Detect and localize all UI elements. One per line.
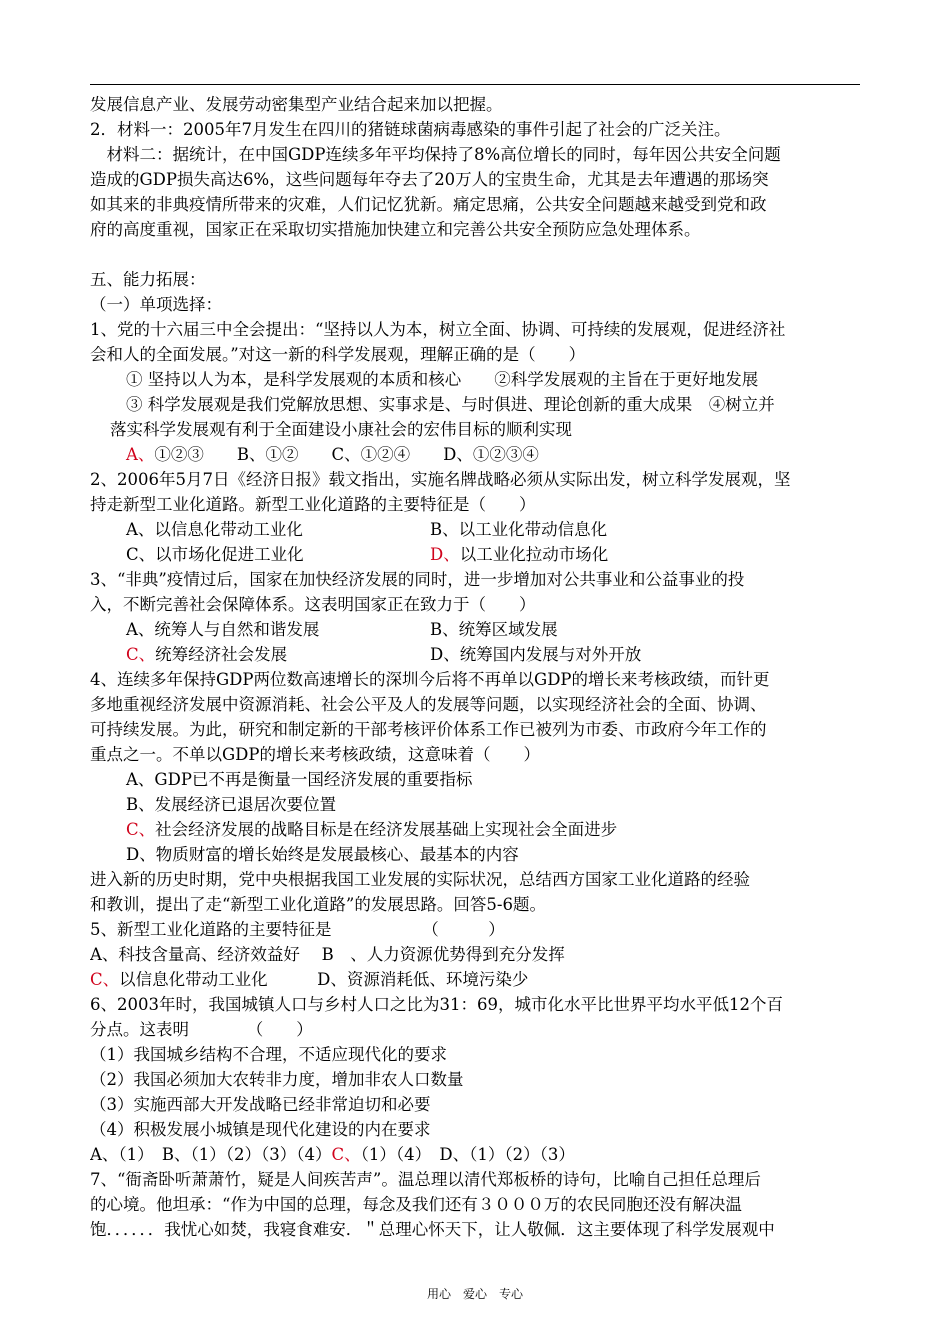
options-line [90,542,862,567]
text-line: 持走新型工业化道路。新型工业化道路的主要特征是（ ） [90,495,536,514]
text-line: 进入新的历史时期，党中央根据我国工业发展的实际状况，总结西方国家工业化道路的经验 [90,870,750,889]
option-c [90,817,862,842]
option-text: 社会经济发展的战略目标是在经济发展基础上实现社会全面进步 [155,820,618,839]
options-line: A、科技含量高、经济效益好 B 、人力资源优势得到充分发挥 [90,945,565,964]
spacer [90,242,862,267]
options-line [90,967,862,992]
material-two: 材料二：据统计，在中国GDP连续多年平均保持了8%高位增长的同时，每年因公共安全问题 [90,145,781,164]
answer-mark: D、 [430,545,460,564]
option-a: A、以信息化带动工业化 [126,520,303,539]
option-b: B、统筹区域发展 [430,620,558,639]
options-line [90,642,862,667]
options-line [90,617,862,642]
options-text: 以信息化带动工业化 D、资源消耗低、环境污染少 [119,970,529,989]
text-line: 重点之一。不单以GDP的增长来考核政绩，这意味着（ ） [90,745,541,764]
option-c [126,642,430,667]
page-footer: 用心 爱心 专心 [426,1287,523,1301]
option-c: C、以市场化促进工业化 [126,545,304,564]
answer-mark: C、 [126,820,156,839]
question-3: 3、“非典”疫情过后，国家在加快经济发展的同时，进一步增加对公共事业和公益事业的投 [90,570,745,589]
option-b: B、以工业化带动信息化 [430,520,608,539]
text-line: 多地重视经济发展中资源消耗、社会公平及人的发展等问题，以实现经济社会的全面、协调、 [90,695,767,714]
answer-mark: C、 [90,970,120,989]
document-body [90,92,862,1242]
header-rule [90,84,860,85]
option-text: 以工业化拉动市场化 [459,545,609,564]
text-line: 入，不断完善社会保障体系。这表明国家正在致力于（ ） [90,595,536,614]
statement-line: ③ 科学发展观是我们党解放思想、实事求是、与时俱进、理论创新的重大成果 ④树立并 [126,395,775,414]
option-text: 统筹经济社会发展 [155,645,288,664]
option-d [430,542,608,567]
text-line: 和教训，提出了走“新型工业化道路”的发展思路。回答5-6题。 [90,895,546,914]
text-line: 的心境。他坦承：“作为中国的总理，每念及我们还有３０００万的农民同胞还没有解决温 [90,1195,742,1214]
material-one: 2．材料一：2005年7月发生在四川的猪链球菌病毒感染的事件引起了社会的广泛关注。 [90,120,731,139]
question-7: 7、“衙斋卧听萧萧竹，疑是人间疾苦声”。温总理以清代郑板桥的诗句，比喻自己担任总理后 [90,1170,761,1189]
option-d: D、物质财富的增长始终是发展最核心、最基本的内容 [126,845,519,864]
question-6: 6、2003年时，我国城镇人口与乡村人口之比为31：69，城市化水平比世界平均水平低12个百 [90,995,783,1014]
text-line: 饱．．．．．．我忧心如焚，我寝食难安．＂总理心怀天下，让人敬佩．这主要体现了科学发展观中 [90,1220,775,1239]
statement-line: 落实科学发展观有利于全面建设小康社会的宏伟目标的顺利实现 [110,420,572,439]
question-2: 2、2006年5月7日《经济日报》载文指出，实施名牌战略必须从实际出发，树立科学发展观，坚 [90,470,791,489]
answer-mark: C、 [126,645,156,664]
text-line: 发展信息产业、发展劳动密集型产业结合起来加以把握。 [90,95,503,114]
statement-line: （3）实施西部大开发战略已经非常迫切和必要 [90,1095,431,1114]
options-text: A、（1） B、（1）（2）（3）（4） [90,1145,332,1164]
statement-line: （4）积极发展小城镇是现代化建设的内在要求 [90,1120,431,1139]
options-text: ①②③ B、①② C、①②④ D、①②③④ [154,445,539,464]
text-line: 会和人的全面发展。”对这一新的科学发展观，理解正确的是（ ） [90,345,586,364]
statement-line: （2）我国必须加大农转非力度，增加非农人口数量 [90,1070,464,1089]
text-line: 造成的GDP损失高达6%，这些问题每年夺去了20万人的宝贵生命，尤其是去年遭遇的那场突 [90,170,769,189]
question-5: 5、新型工业化道路的主要特征是 （ ） [90,920,505,939]
option-b: B、发展经济已退居次要位置 [126,795,337,814]
options-text: （1）（4） D、（1）（2）（3） [360,1145,575,1164]
text-line: 如其来的非典疫情所带来的灾难，人们记忆犹新。痛定思痛，公共安全问题越来越受到党和政 [90,195,767,214]
options-line [90,1142,862,1167]
option-a: A、GDP已不再是衡量一国经济发展的重要指标 [126,770,473,789]
option-d: D、统筹国内发展与对外开放 [430,645,642,664]
options-line [90,517,862,542]
option-a: A、统筹人与自然和谐发展 [126,620,320,639]
options-line [90,442,862,467]
question-4: 4、连续多年保持GDP两位数高速增长的深圳今后将不再单以GDP的增长来考核政绩，而针更 [90,670,770,689]
section-heading: 五、能力拓展： [90,270,206,289]
text-line: 分点。这表明 （ ） [90,1020,313,1039]
answer-mark: A、 [126,445,155,464]
question-1: 1、党的十六届三中全会提出：“坚持以人为本，树立全面、协调、可持续的发展观，促进经济社 [90,320,786,339]
statement-line: （1）我国城乡结构不合理，不适应现代化的要求 [90,1045,447,1064]
subsection-heading: （一）单项选择： [90,295,222,314]
statement-line: ① 坚持以人为本，是科学发展观的本质和核心 ②科学发展观的主旨在于更好地发展 [126,370,759,389]
text-line: 府的高度重视，国家正在采取切实措施加快建立和完善公共安全预防应急处理体系。 [90,220,701,239]
text-line: 可持续发展。为此，研究和制定新的干部考核评价体系工作已被列为市委、市政府今年工作的 [90,720,767,739]
answer-mark: C、 [331,1145,361,1164]
